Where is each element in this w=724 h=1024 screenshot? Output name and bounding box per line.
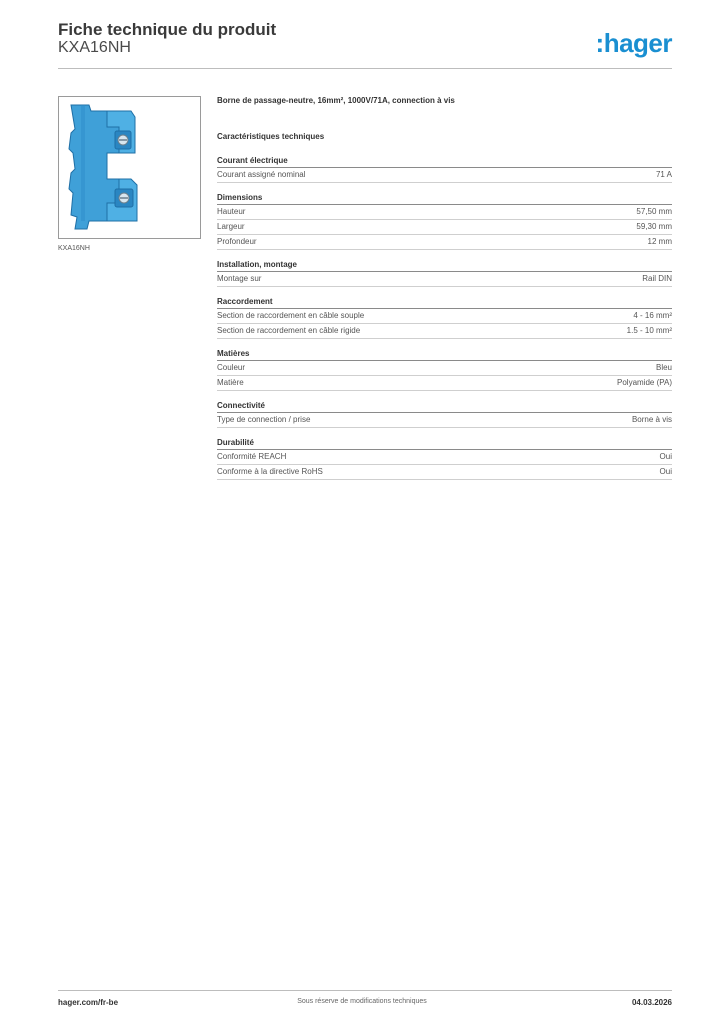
section-title: Durabilité: [217, 438, 672, 450]
spec-label: Largeur: [217, 222, 245, 231]
spec-section: [217, 438, 672, 480]
spec-section: [217, 260, 672, 287]
spec-label: Hauteur: [217, 207, 246, 216]
spec-value: 57,50 mm: [636, 207, 672, 216]
spec-section: [217, 297, 672, 339]
spec-section: [217, 401, 672, 428]
spec-value: Rail DIN: [642, 274, 672, 283]
hager-logo: :hager: [595, 28, 672, 58]
spec-row: [217, 272, 672, 287]
spec-section: [217, 349, 672, 391]
footer-website[interactable]: hager.com/fr-be: [58, 998, 119, 1007]
spec-row: [217, 168, 672, 183]
spec-value: 1.5 - 10 mm²: [626, 326, 672, 335]
spec-row: [217, 220, 672, 235]
spec-content: [217, 96, 672, 490]
section-title: Connectivité: [217, 401, 672, 413]
spec-value: Oui: [659, 452, 672, 461]
spec-label: Section de raccordement en câble rigide: [217, 326, 361, 335]
spec-sections: [217, 156, 672, 480]
section-title: Raccordement: [217, 297, 672, 309]
spec-label: Section de raccordement en câble souple: [217, 311, 365, 320]
spec-row: [217, 309, 672, 324]
spec-row: [217, 205, 672, 220]
product-image-frame: [58, 96, 201, 239]
image-caption: KXA16NH: [58, 245, 90, 252]
spec-row: [217, 235, 672, 250]
spec-label: Profondeur: [217, 237, 257, 246]
section-title: Dimensions: [217, 193, 672, 205]
spec-section: [217, 156, 672, 183]
spec-value: Oui: [659, 467, 672, 476]
section-title: Courant électrique: [217, 156, 672, 168]
spec-label: Conforme à la directive RoHS: [217, 467, 323, 476]
footer-date: 04.03.2026: [631, 998, 672, 1007]
section-title: Matières: [217, 349, 672, 361]
page-title: Fiche technique du produit: [58, 20, 277, 39]
header-divider: [58, 68, 672, 69]
spec-label: Montage sur: [217, 274, 262, 283]
spec-section: [217, 193, 672, 250]
spec-label: Courant assigné nominal: [217, 170, 306, 179]
footer-disclaimer: Sous réserve de modifications techniques: [297, 998, 427, 1005]
spec-row: [217, 450, 672, 465]
product-reference: KXA16NH: [58, 39, 131, 56]
spec-label: Conformité REACH: [217, 452, 287, 461]
spec-value: 71 A: [655, 170, 672, 179]
spec-row: [217, 324, 672, 339]
spec-value: 4 - 16 mm²: [633, 311, 672, 320]
spec-row: [217, 361, 672, 376]
tech-heading: Caractéristiques techniques: [217, 132, 325, 141]
spec-label: Type de connection / prise: [217, 415, 311, 424]
spec-value: Borne à vis: [631, 415, 672, 424]
footer-divider: [58, 990, 672, 991]
product-description: Borne de passage-neutre, 16mm², 1000V/71A, connection à vis: [217, 96, 455, 105]
spec-label: Couleur: [217, 363, 246, 372]
spec-value: 12 mm: [647, 237, 672, 246]
spec-row: [217, 413, 672, 428]
spec-label: Matière: [217, 378, 244, 387]
spec-value: 59,30 mm: [636, 222, 672, 231]
spec-value: Polyamide (PA): [617, 378, 672, 387]
spec-row: [217, 465, 672, 480]
section-title: Installation, montage: [217, 260, 672, 272]
spec-value: Bleu: [655, 363, 672, 372]
product-image: [59, 97, 200, 238]
spec-row: [217, 376, 672, 391]
